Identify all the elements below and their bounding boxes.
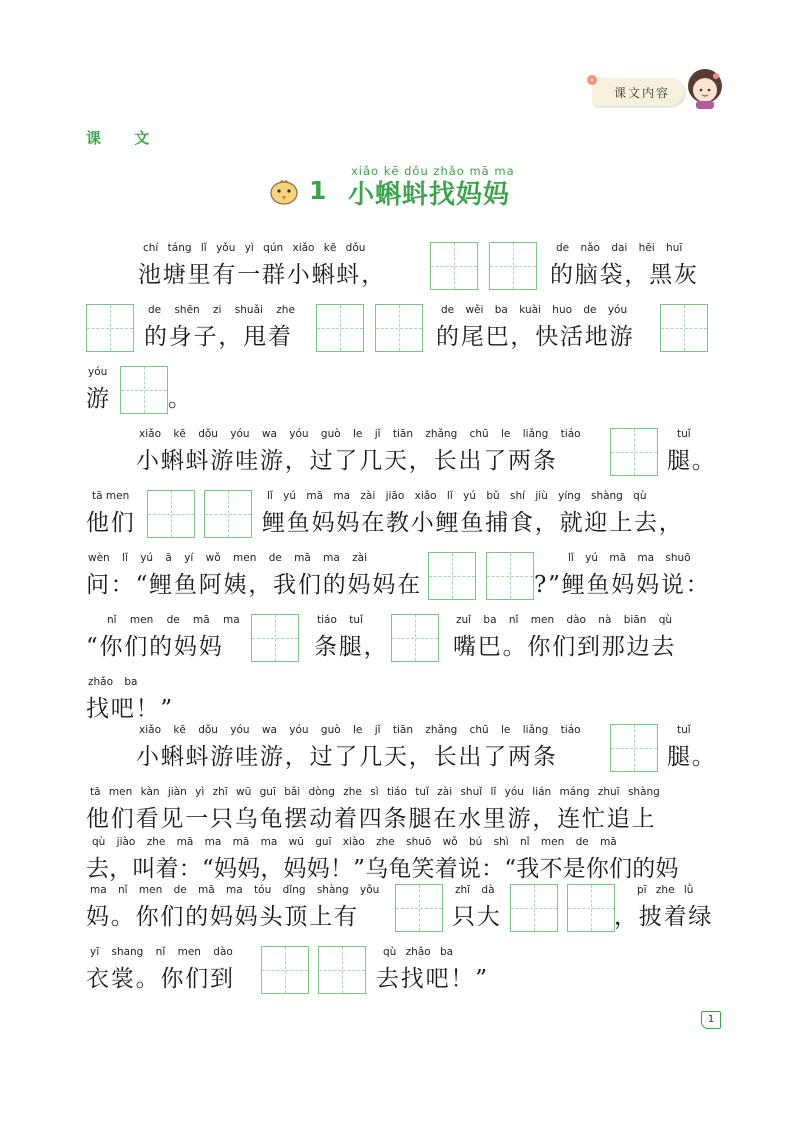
text-line-13a: 衣裳。你们到 [86, 966, 235, 992]
title-pinyin: xiǎo kē dǒu zhǎo mā ma [351, 164, 515, 178]
pinyin-line-9a: xiǎo kē dǒu yóu wa yóu guò le jǐ tiān zhǎng chū le liǎng tiáo [139, 724, 581, 736]
writing-box[interactable] [251, 614, 299, 662]
text-line-12a: 妈。你们的妈妈头顶上有 [86, 904, 359, 930]
writing-box[interactable] [660, 304, 708, 352]
text-line-7c: 嘴巴。你们到那边去 [453, 634, 677, 660]
text-line-11a: 去，叫着：“妈妈，妈妈！”乌龟笑着说：“我不是你们的妈 [86, 856, 679, 882]
text-line-5a: 他们 [86, 510, 136, 536]
writing-box[interactable] [395, 884, 443, 932]
writing-box[interactable] [391, 614, 439, 662]
writing-box[interactable] [147, 490, 195, 538]
text-line-6a: 问：“鲤鱼阿姨，我们的妈妈在 [86, 572, 422, 598]
writing-box[interactable] [120, 366, 168, 414]
writing-box[interactable] [486, 552, 534, 600]
text-line-4a: 小蝌蚪游哇游，过了几天，长出了两条 [136, 448, 558, 474]
text-line-6b: ?”鲤鱼妈妈说： [534, 572, 711, 598]
text-line-3a: 游 [86, 386, 111, 412]
pinyin-line-6a: wèn lǐ yú ā yí wǒ men de mā ma zài [88, 552, 368, 564]
pinyin-line-11a: qù jiào zhe mā ma mā ma wū guī xiào zhe shuō wǒ bú shì nǐ men de mā [92, 836, 617, 848]
text-line-2a: 的身子，甩着 [144, 324, 293, 350]
girl-avatar-icon [682, 64, 728, 110]
pinyin-line-13a: yī shang nǐ men dào [90, 946, 233, 958]
text-line-7b: 条腿， [314, 634, 389, 660]
lesson-number: 1 [309, 176, 327, 205]
chick-icon [268, 176, 300, 206]
writing-box[interactable] [428, 552, 476, 600]
writing-box[interactable] [567, 884, 615, 932]
pinyin-line-7a: nǐ men de mā ma [107, 614, 240, 626]
text-line-12b: 只大 [452, 904, 502, 930]
writing-box[interactable] [86, 304, 134, 352]
pinyin-line-4b: tuǐ [677, 428, 691, 440]
pinyin-line-12a: ma nǐ men de mā ma tóu dǐng shàng yǒu [90, 884, 380, 896]
page-number: 1 [701, 1011, 721, 1029]
writing-box[interactable] [610, 724, 658, 772]
pinyin-line-1b: de nǎo dai hēi huī [556, 242, 683, 254]
header-tab [592, 78, 684, 106]
text-line-2b: 的尾巴，快活地游 [436, 324, 635, 350]
text-line-1a: 池塘里有一群小蝌蚪， [138, 262, 386, 288]
writing-box[interactable] [489, 242, 537, 290]
pinyin-line-13b: qù zhǎo ba [383, 946, 454, 958]
pinyin-line-9b: tuǐ [677, 724, 691, 736]
pinyin-line-5a: tā men [92, 490, 130, 502]
writing-box[interactable] [318, 946, 366, 994]
text-line-8a: 找吧！” [86, 696, 174, 722]
pinyin-line-2b: de wěi ba kuài huo de yóu [441, 304, 628, 316]
text-line-13b: 去找吧！” [376, 966, 489, 992]
pinyin-line-3a: yóu [88, 366, 108, 378]
text-line-10a: 他们看见一只乌龟摆动着四条腿在水里游，连忙追上 [86, 806, 657, 832]
text-line-5b: 鲤鱼妈妈在教小鲤鱼捕食，就迎上去， [262, 510, 684, 536]
pinyin-line-8a: zhǎo ba [88, 676, 138, 688]
text-line-12c: ，披着绿 [614, 904, 714, 930]
pinyin-line-12b: zhī dà [455, 884, 495, 896]
pinyin-line-5b: lǐ yú mā ma zài jiāo xiǎo lǐ yú bǔ shí jiù yíng shàng qù [267, 490, 647, 502]
text-line-9b: 腿。 [667, 744, 717, 770]
pinyin-line-2a: de shēn zi shuǎi zhe [148, 304, 295, 316]
text-line-3b: 。 [168, 386, 193, 412]
writing-box[interactable] [204, 490, 252, 538]
text-line-4b: 腿。 [667, 448, 717, 474]
writing-box[interactable] [375, 304, 423, 352]
text-line-7a: “你们的妈妈 [86, 634, 224, 660]
header-tab-label: 课文内容 [614, 86, 671, 100]
text-line-9a: 小蝌蚪游哇游，过了几天，长出了两条 [136, 744, 558, 770]
writing-box[interactable] [316, 304, 364, 352]
writing-box[interactable] [261, 946, 309, 994]
pinyin-line-6b: lǐ yú mā ma shuō [568, 552, 691, 564]
pinyin-line-7b: tiáo tuǐ [317, 614, 363, 626]
lesson-title: 小蝌蚪找妈妈 [348, 180, 511, 210]
pinyin-line-4a: xiǎo kē dǒu yóu wa yóu guò le jǐ tiān zhǎng chū le liǎng tiáo [139, 428, 581, 440]
writing-box[interactable] [610, 428, 658, 476]
pinyin-line-1a: chí táng lǐ yǒu yì qún xiǎo kē dǒu [143, 242, 366, 254]
pinyin-line-10a: tā men kàn jiàn yì zhī wū guī bǎi dòng zhe sì tiáo tuǐ zài shuǐ lǐ yóu lián máng zhuī shàng [90, 786, 660, 798]
text-line-1b: 的脑袋，黑灰 [550, 262, 699, 288]
writing-box[interactable] [510, 884, 558, 932]
writing-box[interactable] [430, 242, 478, 290]
pinyin-line-12c: pī zhe lǜ [637, 884, 694, 896]
flower-icon [584, 72, 600, 88]
pinyin-line-7c: zuǐ ba nǐ men dào nà biān qù [456, 614, 673, 626]
section-label: 课 文 [86, 129, 164, 147]
